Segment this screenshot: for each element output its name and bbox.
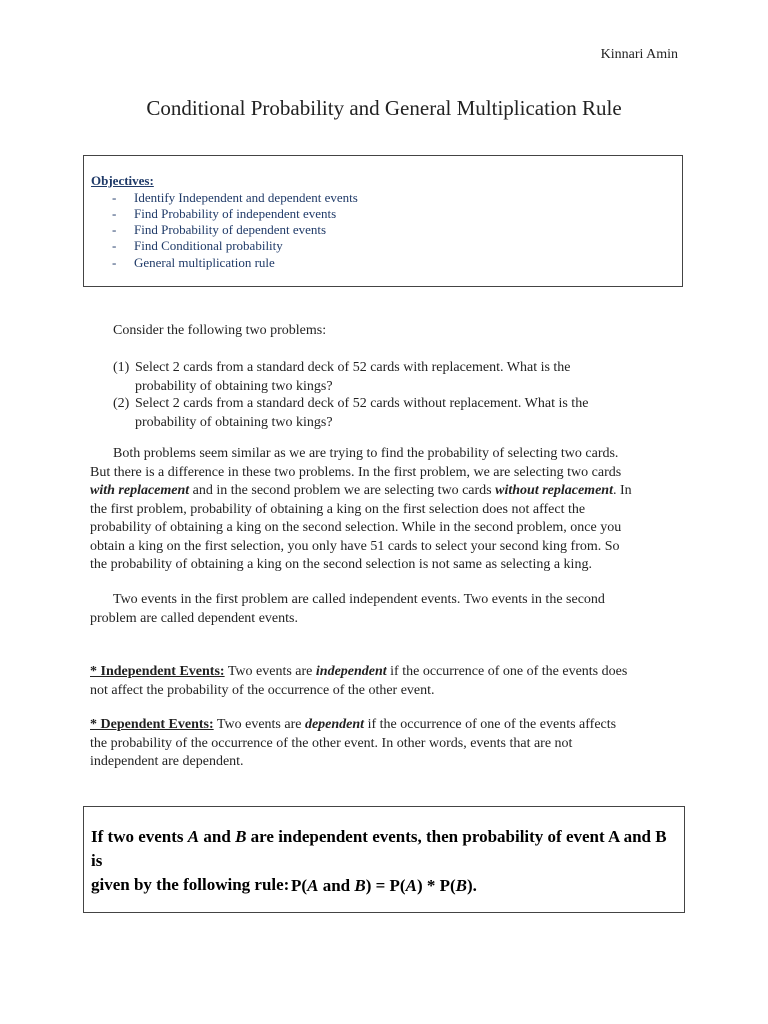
intro-text: Consider the following two problems:	[113, 323, 327, 338]
events-paragraph: Two events in the first problem are called independent events. Two events in the second problem are called dependent events.	[90, 592, 605, 626]
objective-item: - Identify Independent and dependent events	[112, 190, 358, 205]
rule-formula: P(A and B) = P(A) * P(B).	[291, 876, 477, 895]
page-title: Conditional Probability and General Multiplication Rule	[146, 96, 622, 120]
objective-item: - General multiplication rule	[112, 255, 275, 270]
problem-1: Select 2 cards from a standard deck of 52 cards with replacement. What is the probability of obtaining two kings?	[135, 360, 571, 394]
independent-label: * Independent Events:	[90, 664, 225, 679]
independent-definition: * Independent Events: Two events are independent if the occurrence of one of the events does not affect the probability of the occurrence of the other event.	[90, 664, 628, 698]
objectives-box	[83, 155, 683, 287]
objective-item: - Find Probability of independent events	[112, 206, 337, 221]
objective-item: - Find Conditional probability	[112, 238, 283, 253]
without-replacement-term: without replacement	[495, 483, 613, 498]
with-replacement-term: with replacement	[90, 483, 190, 498]
dependent-label: * Dependent Events:	[90, 717, 214, 732]
dependent-definition: * Dependent Events: Two events are dependent if the occurrence of one of the events affects the probability of the occurrence of the other event. In other words, events that are not independent are dependent.	[90, 717, 617, 769]
author-name: Kinnari Amin	[600, 47, 678, 62]
objectives-heading: Objectives:	[91, 173, 154, 188]
rule-statement: If two events A and B are independent events, then probability of event A and B is given by the following rule:	[91, 827, 667, 894]
multiplication-rule-box	[83, 806, 685, 913]
problem-2: Select 2 cards from a standard deck of 52 cards without replacement. What is the probability of obtaining two kings?	[135, 396, 589, 430]
problem-number: (2)	[113, 396, 130, 411]
explanation-paragraph: Both problems seem similar as we are trying to find the probability of selecting two cards. But there is a difference in these two problems. In the first problem, we are selecting two cards with replacement and in the second problem we are selecting two cards without replacement. In the first problem, probability of obtaining a king on the first selection does not affect the probability of obtaining a king on the second selection. While in the second problem, once you obtain a king on the first selection, you only have 51 cards to select your second king from. So the probability of obtaining a king on the second selection is not same as selecting a king.	[90, 446, 632, 572]
objective-item: - Find Probability of dependent events	[112, 222, 327, 237]
problem-number: (1)	[113, 360, 130, 375]
